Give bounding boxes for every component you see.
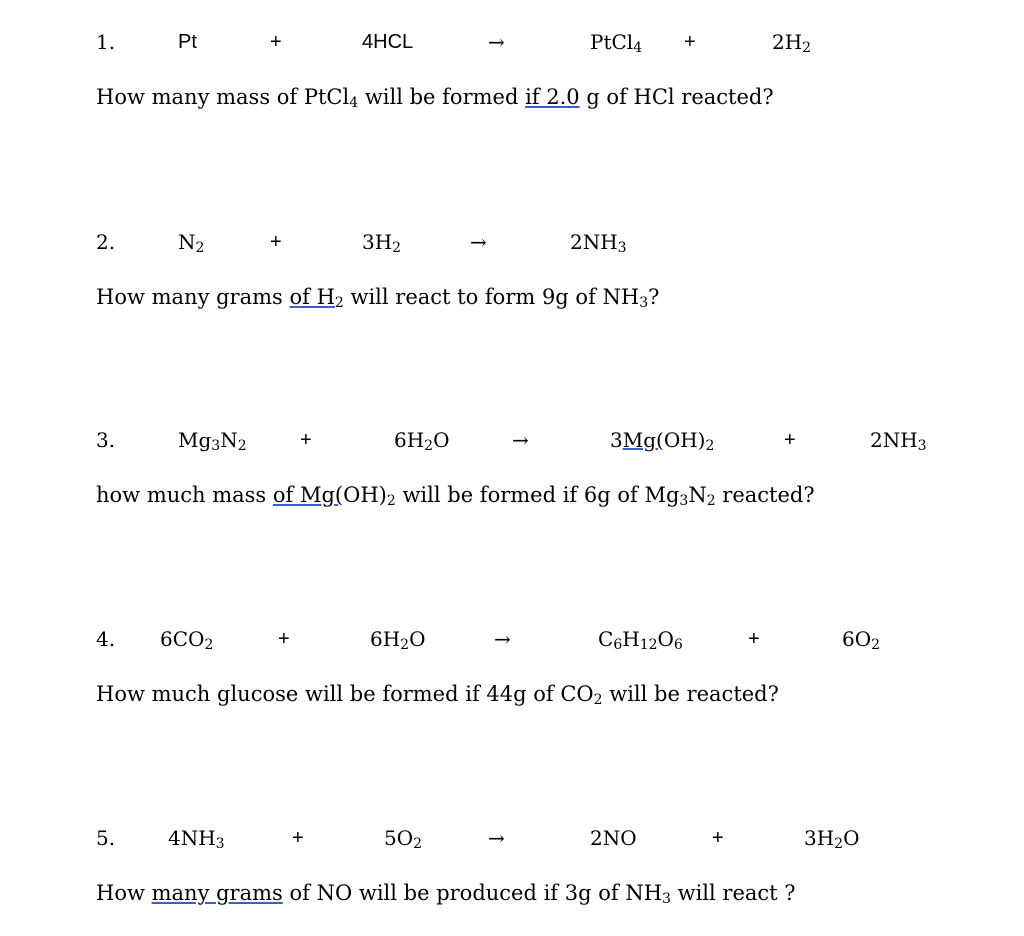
reactant-2: $3H_2$ [362,230,402,256]
equation-1 [0,28,1024,58]
problem-number: 2. [96,230,116,254]
underlined-text: of $H_2$ [289,285,344,311]
product-2: $6O_2$ [842,627,881,653]
underlined-text: many grams [151,881,283,905]
product-2: $3H_2O$ [804,826,860,852]
problem-number: 5. [96,826,116,850]
plus-sign: + [684,31,696,53]
question-5: How many grams of NO will be produced if 3g of $NH_3$ will react ? [96,881,796,907]
reaction-arrow: → [470,230,487,254]
plus-sign: + [278,628,290,650]
plus-sign: + [712,827,724,849]
reaction-arrow: → [494,627,511,651]
underlined-text: of Mg( [272,483,344,507]
plus-sign: + [748,628,760,650]
plus-sign: + [784,429,796,451]
reaction-arrow: → [512,428,529,452]
question-3: how much mass of $Mg(OH)_2$ will be formed if 6g of $Mg_3N_2$ reacted? [96,483,815,509]
problem-number: 4. [96,627,116,651]
reactant-1: $Mg_3N_2$ [178,428,247,454]
problem-number: 3. [96,428,116,452]
question-1: How many mass of PtCl$_4$ will be formed if 2.0 g of HCl reacted? [96,85,774,111]
reactant-1: $4NH_3$ [168,826,225,852]
plus-sign: + [292,827,304,849]
product-1: $3Mg(OH)_2$ [610,428,715,454]
plus-sign: + [270,31,282,53]
product-1: 2NO [590,826,637,850]
problem-5 [0,824,1024,934]
plus-sign: + [270,231,282,253]
problem-1 [0,28,1024,138]
equation-3 [0,426,1024,456]
reactant-1: $6CO_2$ [160,627,214,653]
product-1: PtCl$_4$ [590,30,643,56]
reactant-2: $6H_2O$ [394,428,450,454]
product-2: $2H_2$ [772,30,812,56]
reactant-1: Pt [178,31,197,53]
plus-sign: + [300,429,312,451]
problem-4 [0,625,1024,735]
question-2: How many grams of $H_2$ will react to form 9g of $NH_3$? [96,285,660,311]
question-4: How much glucose will be formed if 44g of $CO_2$ will be reacted? [96,682,779,708]
product-1: $C_6H_{12}O_6$ [598,627,683,653]
equation-5 [0,824,1024,854]
problem-number: 1. [96,30,116,54]
reactant-2: $5O_2$ [384,826,423,852]
product-2: $2NH_3$ [870,428,927,454]
reactant-1: $N_2$ [178,230,205,256]
product-1: $2NH_3$ [570,230,627,256]
reactant-2: 4HCL [362,31,414,53]
underlined-text: if 2.0 [525,85,580,109]
equation-4 [0,625,1024,655]
problem-3 [0,426,1024,536]
equation-2 [0,228,1024,258]
reaction-arrow: → [488,30,505,54]
problem-2 [0,228,1024,338]
reaction-arrow: → [488,826,505,850]
reactant-2: $6H_2O$ [370,627,426,653]
